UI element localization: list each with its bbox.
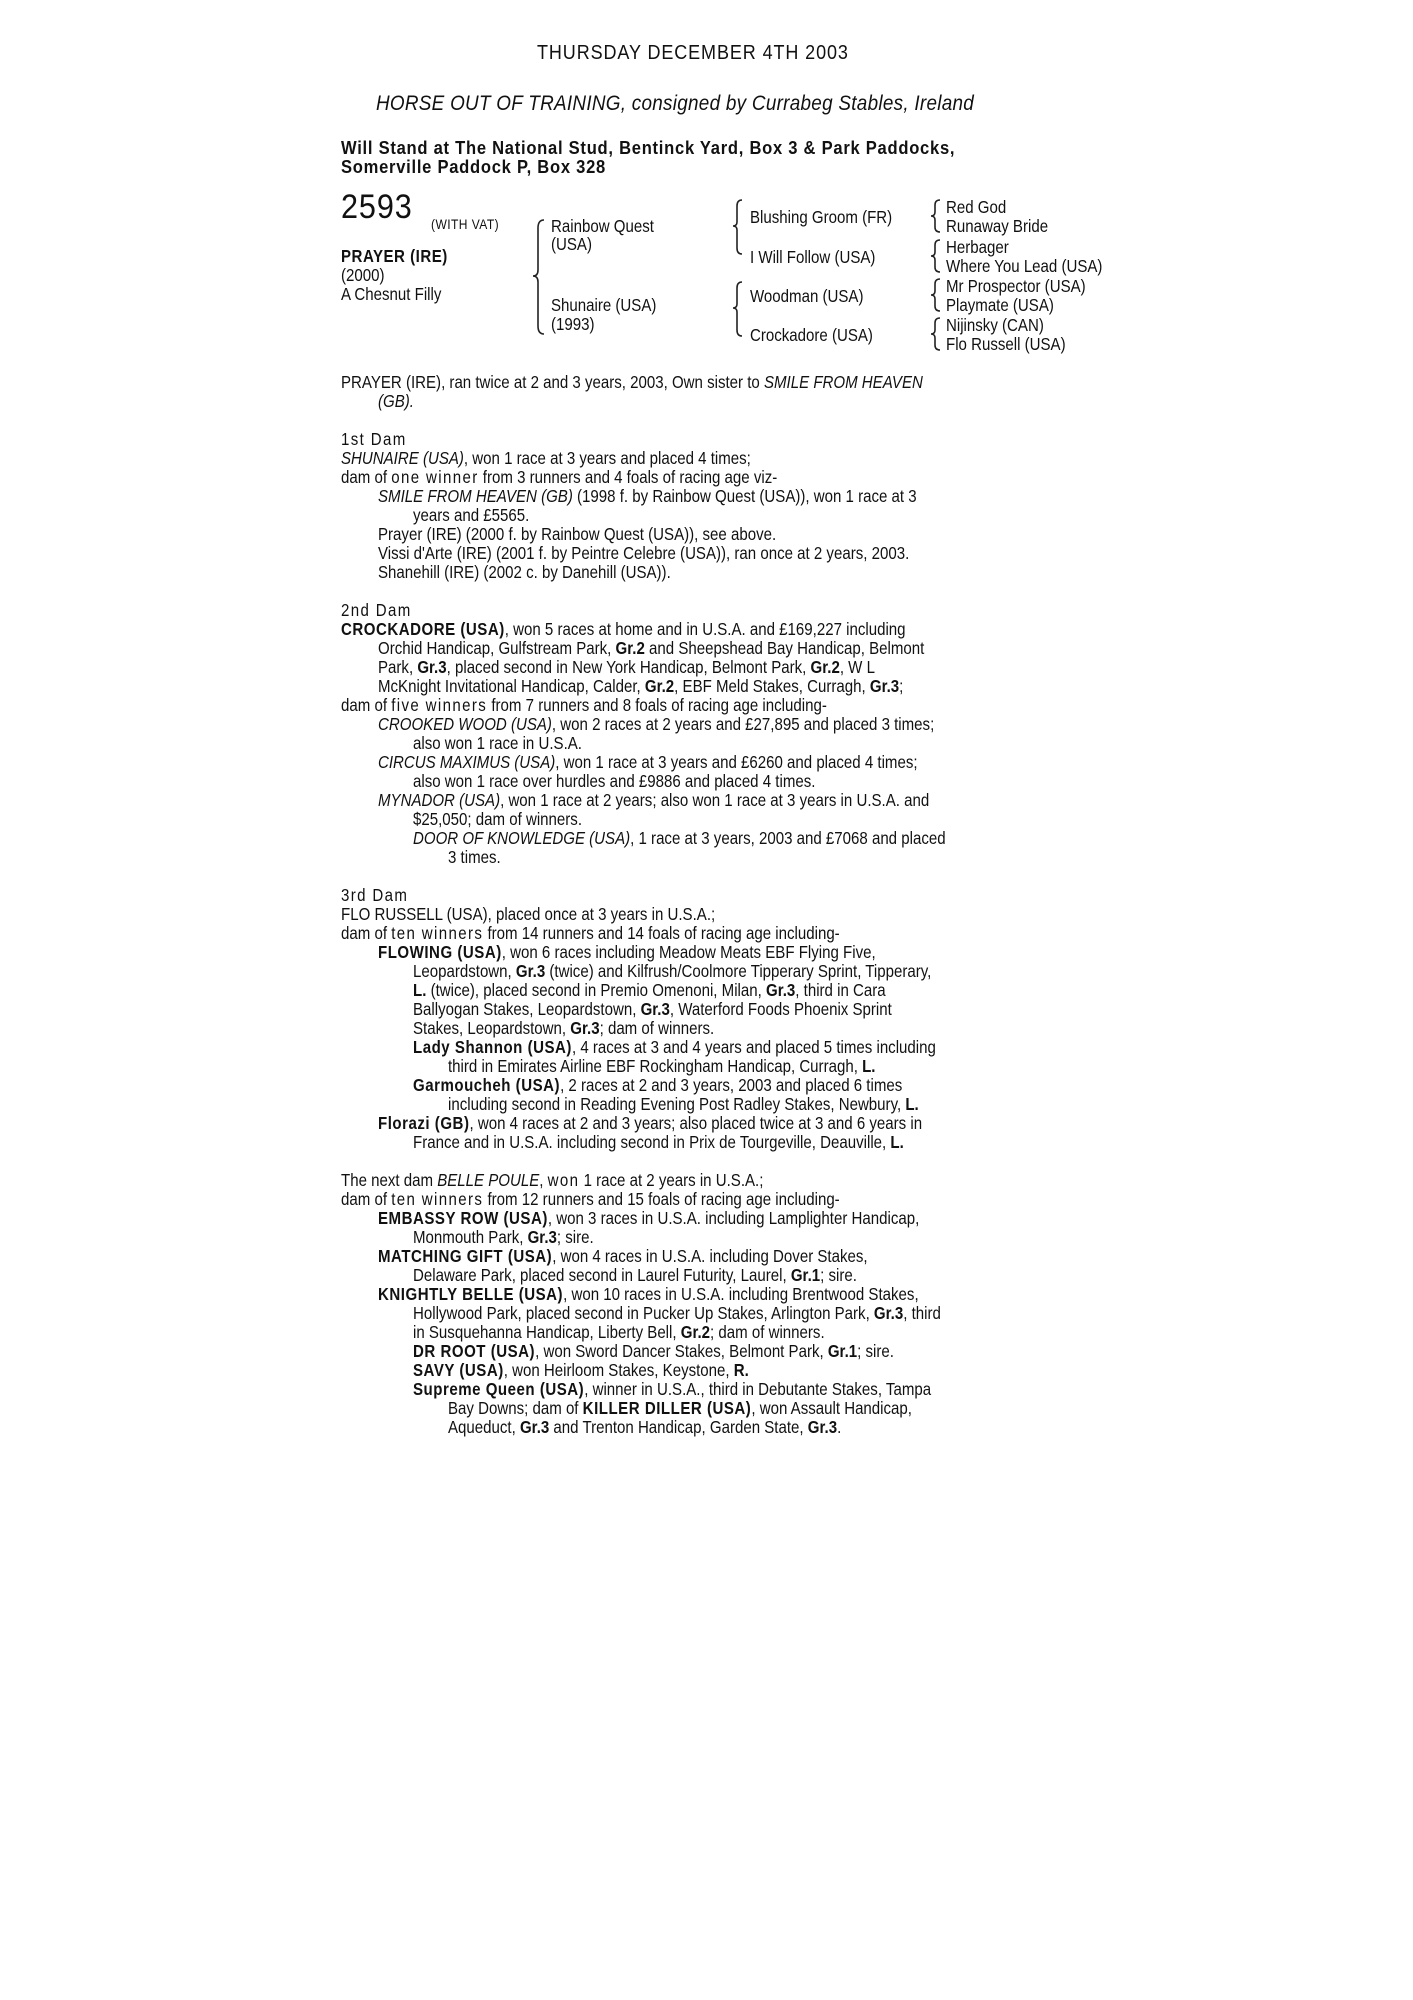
dam2-line: dam of five winners from 7 runners and 8 foals of racing age including- (341, 695, 827, 715)
pedigree-sss: Red God (946, 197, 1007, 217)
pedigree-dam-line-2: (1993) (551, 314, 595, 334)
intro-line-2: (GB). (378, 391, 414, 411)
dam1-line: Prayer (IRE) (2000 f. by Rainbow Quest (USA)), see above. (378, 524, 777, 544)
vat-note: (WITH VAT) (431, 216, 500, 232)
pedigree-dss: Mr Prospector (USA) (946, 276, 1086, 296)
dam4-line: Supreme Queen (USA), winner in U.S.A., third in Debutante Stakes, Tampa (413, 1379, 932, 1399)
horse-description: A Chesnut Filly (341, 284, 442, 304)
dam3-line: third in Emirates Airline EBF Rockingham Handicap, Curragh, L. (448, 1056, 876, 1076)
dam3-line: Ballyogan Stakes, Leopardstown, Gr.3, Waterford Foods Phoenix Sprint (413, 999, 892, 1019)
dam4-line: Monmouth Park, Gr.3; sire. (413, 1227, 594, 1247)
dam3-line: Florazi (GB), won 4 races at 2 and 3 years; also placed twice at 3 and 6 years in (378, 1113, 923, 1133)
dam4-line: dam of ten winners from 12 runners and 15 foals of racing age including- (341, 1189, 840, 1209)
pedigree-brace-dd (930, 316, 944, 352)
dam2-line: $25,050; dam of winners. (413, 809, 583, 829)
dam1-line: Vissi d'Arte (IRE) (2001 f. by Peintre Celebre (USA)), ran once at 2 years, 2003. (378, 543, 910, 563)
dam2-line: CIRCUS MAXIMUS (USA), won 1 race at 3 years and £6260 and placed 4 times; (378, 752, 918, 772)
dam2-line: Orchid Handicap, Gulfstream Park, Gr.2 and Sheepshead Bay Handicap, Belmont (378, 638, 925, 658)
dam3-line: Garmoucheh (USA), 2 races at 2 and 3 years, 2003 and placed 6 times (413, 1075, 903, 1095)
dam4-line: DR ROOT (USA), won Sword Dancer Stakes, Belmont Park, Gr.1; sire. (413, 1341, 894, 1361)
dam1-line: SHUNAIRE (USA), won 1 race at 3 years and placed 4 times; (341, 448, 751, 468)
dam3-line: L. (twice), placed second in Premio Omenoni, Milan, Gr.3, third in Cara (413, 980, 886, 1000)
dam4-line: KNIGHTLY BELLE (USA), won 10 races in U.S.A. including Brentwood Stakes, (378, 1284, 919, 1304)
dam3-line: FLOWING (USA), won 6 races including Meadow Meats EBF Flying Five, (378, 942, 876, 962)
dam3-line: dam of ten winners from 14 runners and 14 foals of racing age including- (341, 923, 840, 943)
dam4-line: SAVY (USA), won Heirloom Stakes, Keystone, R. (413, 1360, 749, 1380)
pedigree-ssd: Runaway Bride (946, 216, 1049, 236)
dam2-line: CROOKED WOOD (USA), won 2 races at 2 years and £27,895 and placed 3 times; (378, 714, 935, 734)
dam1-line: SMILE FROM HEAVEN (GB) (1998 f. by Rainbow Quest (USA)), won 1 race at 3 (378, 486, 917, 506)
dam4-line: Bay Downs; dam of KILLER DILLER (USA), won Assault Handicap, (448, 1398, 912, 1418)
dam4-line: Delaware Park, placed second in Laurel Futurity, Laurel, Gr.1; sire. (413, 1265, 857, 1285)
dam2-line: DOOR OF KNOWLEDGE (USA), 1 race at 3 years, 2003 and £7068 and placed (413, 828, 946, 848)
dam1-line: Shanehill (IRE) (2002 c. by Danehill (USA)). (378, 562, 671, 582)
dam3-line: Stakes, Leopardstown, Gr.3; dam of winners. (413, 1018, 715, 1038)
pedigree-sds: Herbager (946, 237, 1009, 257)
dam2-line: McKnight Invitational Handicap, Calder, Gr.2, EBF Meld Stakes, Curragh, Gr.3; (378, 676, 904, 696)
consignment-line: HORSE OUT OF TRAINING, consigned by Currabeg Stables, Ireland (376, 92, 975, 115)
dam2-line: also won 1 race in U.S.A. (413, 733, 582, 753)
foaling-year: (2000) (341, 265, 385, 285)
pedigree-sire-line-2: (USA) (551, 234, 592, 254)
pedigree-dam-line-1: Shunaire (USA) (551, 295, 657, 315)
dam2-line: also won 1 race over hurdles and £9886 and placed 4 times. (413, 771, 816, 791)
dam3-line: FLO RUSSELL (USA), placed once at 3 years in U.S.A.; (341, 904, 716, 924)
dam3-heading: 3rd Dam (341, 885, 409, 905)
stand-location-line-2: Somerville Paddock P, Box 328 (341, 157, 606, 177)
dam4-line: in Susquehanna Handicap, Liberty Bell, Gr.2; dam of winners. (413, 1322, 825, 1342)
dam3-line: including second in Reading Evening Post Radley Stakes, Newbury, L. (448, 1094, 919, 1114)
pedigree-sire-sire: Blushing Groom (FR) (750, 207, 893, 227)
pedigree-brace-main (532, 218, 548, 336)
dam1-line: dam of one winner from 3 runners and 4 foals of racing age viz- (341, 467, 778, 487)
dam3-line: France and in U.S.A. including second in Prix de Tourgeville, Deauville, L. (413, 1132, 904, 1152)
pedigree-sire-dam: I Will Follow (USA) (750, 247, 876, 267)
dam1-heading: 1st Dam (341, 429, 407, 449)
pedigree-dds: Nijinsky (CAN) (946, 315, 1044, 335)
dam3-line: Lady Shannon (USA), 4 races at 3 and 4 years and placed 5 times including (413, 1037, 936, 1057)
sale-date: THURSDAY DECEMBER 4TH 2003 (537, 42, 849, 64)
pedigree-dsd: Playmate (USA) (946, 295, 1054, 315)
dam2-line: 3 times. (448, 847, 501, 867)
dam2-line: Park, Gr.3, placed second in New York Handicap, Belmont Park, Gr.2, W L (378, 657, 875, 677)
dam2-heading: 2nd Dam (341, 600, 412, 620)
pedigree-brace-dam (732, 280, 746, 338)
horse-name: PRAYER (IRE) (341, 246, 448, 266)
dam2-line: CROCKADORE (USA), won 5 races at home and in U.S.A. and £169,227 including (341, 619, 906, 639)
pedigree-ddd: Flo Russell (USA) (946, 334, 1066, 354)
pedigree-brace-sd (930, 238, 944, 274)
dam4-line: MATCHING GIFT (USA), won 4 races in U.S.A. including Dover Stakes, (378, 1246, 868, 1266)
stand-location-line-1: Will Stand at The National Stud, Bentinck Yard, Box 3 & Park Paddocks, (341, 138, 956, 158)
intro-line-1: PRAYER (IRE), ran twice at 2 and 3 years, 2003, Own sister to SMILE FROM HEAVEN (341, 372, 923, 392)
dam4-line: EMBASSY ROW (USA), won 3 races in U.S.A. including Lamplighter Handicap, (378, 1208, 920, 1228)
pedigree-brace-ds (930, 277, 944, 313)
dam2-line: MYNADOR (USA), won 1 race at 2 years; also won 1 race at 3 years in U.S.A. and (378, 790, 930, 810)
dam4-line: Hollywood Park, placed second in Pucker Up Stakes, Arlington Park, Gr.3, third (413, 1303, 941, 1323)
dam4-line: Aqueduct, Gr.3 and Trenton Handicap, Garden State, Gr.3. (448, 1417, 842, 1437)
pedigree-dam-sire: Woodman (USA) (750, 286, 864, 306)
dam1-line: years and £5565. (413, 505, 530, 525)
dam4-line: The next dam BELLE POULE, won 1 race at 2 years in U.S.A.; (341, 1170, 764, 1190)
pedigree-sire-line-1: Rainbow Quest (551, 216, 654, 236)
lot-number: 2593 (341, 188, 413, 226)
pedigree-brace-sire (732, 198, 746, 256)
dam3-line: Leopardstown, Gr.3 (twice) and Kilfrush/Coolmore Tipperary Sprint, Tipperary, (413, 961, 932, 981)
pedigree-brace-ss (930, 198, 944, 234)
pedigree-dam-dam: Crockadore (USA) (750, 325, 873, 345)
pedigree-sdd: Where You Lead (USA) (946, 256, 1103, 276)
